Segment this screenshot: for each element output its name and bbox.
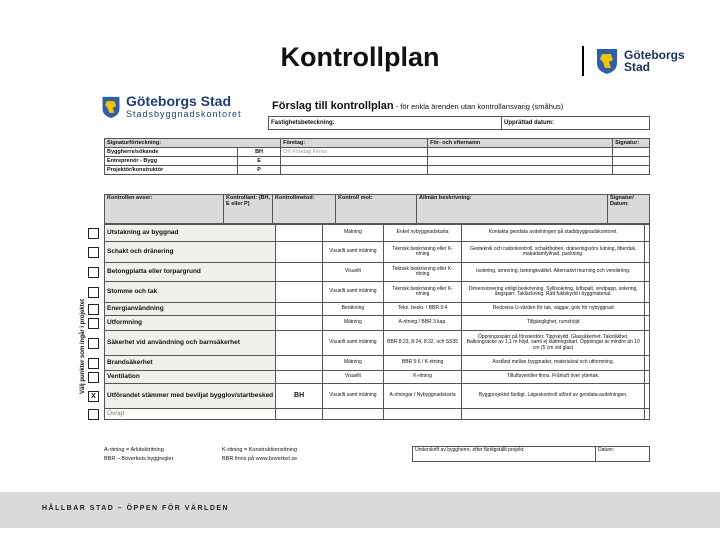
row-mot: Enkel nybyggnadskarta <box>383 225 462 242</box>
sig-code: E <box>238 157 281 166</box>
col-header-mot: Kontroll mot: <box>336 195 417 224</box>
row-beskrivning: Öppningsspärr på fönsterdörr. Tippskydd. Glassäkerhet. Takstäkhet. Balkongräcke av 1,1 m höjd, samt ej klättringsbart. Öppningar är mindre än 10 cm (5 cm vid glas) <box>462 331 645 356</box>
control-row <box>105 282 650 303</box>
owner-signature-table <box>412 446 650 462</box>
row-checkbox[interactable] <box>88 318 99 329</box>
row-beskrivning: Avstånd mellan byggnader, materialval och utformning. <box>462 356 645 371</box>
col-header-metod: Kontrollmetod: <box>273 195 336 224</box>
row-metod: Visuellt <box>323 263 384 282</box>
row-beskrivning: Isolering, armering, betongkvalitet. Alternativt murning och ventilering. <box>462 263 645 282</box>
date-field[interactable] <box>502 117 650 130</box>
row-checkbox[interactable] <box>88 267 99 278</box>
row-beskrivning: Geoteknik och radonkontroll, schaktbotten, dräneringsrörs lutning, fiberduk, makadamfyllnad, packning. <box>462 242 645 263</box>
sig-name[interactable] <box>428 157 613 166</box>
row-signature[interactable] <box>645 384 650 409</box>
brand-logo <box>594 46 685 76</box>
row-beskrivning: Redovisa U-värden för tak, väggar, golv för nybyggnad <box>462 303 645 316</box>
row-mot: BBR 8:23, 8:24, 8:32, och SS35 <box>383 331 462 356</box>
owner-date-field[interactable] <box>596 447 650 462</box>
col-header-beskrivning: Allmän beskrivning: <box>417 195 608 224</box>
owner-signature-field[interactable] <box>413 447 596 462</box>
brand-line-2: Stad <box>624 60 651 74</box>
property-table <box>268 116 650 130</box>
row-kontrollant <box>276 263 323 282</box>
sig-header-list: Signaturförteckning: <box>105 139 281 148</box>
sig-header-name: För- och efternamn <box>428 139 613 148</box>
row-avser: Utformning <box>105 316 276 331</box>
row-signature[interactable] <box>645 303 650 316</box>
row-metod: Visuellt samt mätning <box>323 331 384 356</box>
form-document <box>80 93 652 472</box>
sig-name[interactable] <box>428 166 613 175</box>
row-kontrollant <box>276 303 323 316</box>
control-row <box>105 242 650 263</box>
owner-date-label: Datum: <box>598 447 615 453</box>
sig-code: P <box>238 166 281 175</box>
legend-left <box>104 446 173 464</box>
row-mot: Teknisk beskrivning eller K-ritning <box>383 263 462 282</box>
sig-company[interactable] <box>281 157 428 166</box>
sig-role: Entreprenör - Bygg <box>105 157 238 166</box>
row-signature[interactable] <box>645 263 650 282</box>
legend-item: BBR – Boverkets byggregler <box>104 456 174 462</box>
row-metod: Beräkning <box>323 303 384 316</box>
row-avser: Övrigt <box>105 409 276 420</box>
sig-signature[interactable] <box>613 166 650 175</box>
form-title-main: Förslag till kontrollplan <box>272 100 394 112</box>
control-row <box>105 371 650 384</box>
doc-logo <box>100 94 242 120</box>
property-label: Fastighetsbeteckning: <box>271 120 335 126</box>
row-metod: Visuellt <box>323 371 384 384</box>
sig-name[interactable] <box>428 148 613 157</box>
form-title <box>272 100 563 112</box>
row-metod: Visuellt samt mätning <box>323 242 384 263</box>
row-metod: Visuellt samt mätning <box>323 282 384 303</box>
row-avser: Utförandet stämmer med beviljat bygglov/startbesked <box>105 384 276 409</box>
row-signature[interactable] <box>645 371 650 384</box>
control-row <box>105 409 650 420</box>
row-beskrivning: Dimensionering enligt beskrivning. Syllisolering, luftspalt, vindpapp, solering, ångspärr. Takläckning. Rätt fuktskydd i byggmaterial. <box>462 282 645 303</box>
row-mot: K-ritning <box>383 371 462 384</box>
brand-line-1: Göteborgs <box>624 48 685 62</box>
sig-company[interactable]: Ort Företag Firma <box>281 148 428 157</box>
row-metod: Mätning <box>323 225 384 242</box>
control-row <box>105 225 650 242</box>
control-rows <box>104 224 650 420</box>
row-metod: Mätning <box>323 356 384 371</box>
doc-logo-title: Göteborgs Stad <box>126 93 232 109</box>
row-signature[interactable] <box>645 409 650 420</box>
form-title-sub: - för enkla ärenden utan kontrollansvarig (småhus) <box>393 102 564 111</box>
row-checkbox[interactable] <box>88 358 99 369</box>
sig-signature[interactable] <box>613 148 650 157</box>
row-avser: Betongplatta eller torpargrund <box>105 263 276 282</box>
row-beskrivning: Tilluftsventiler finns. Frånluft över yttertak. <box>462 371 645 384</box>
legend-item: K-ritning = Konstruktionsritning <box>222 447 298 453</box>
row-mot <box>383 409 462 420</box>
sig-role: Byggherre/sökande <box>105 148 238 157</box>
row-beskrivning <box>462 409 645 420</box>
row-signature[interactable] <box>645 316 650 331</box>
sig-code: BH <box>238 148 281 157</box>
row-metod: Visuellt samt mätning <box>323 384 384 409</box>
signature-table <box>104 138 650 175</box>
row-avser: Ventilation <box>105 371 276 384</box>
control-row <box>105 384 650 409</box>
row-checkbox[interactable] <box>88 287 99 298</box>
control-row <box>105 316 650 331</box>
row-mot: Teknisk beskrivning eller K-ritning <box>383 242 462 263</box>
row-metod <box>323 409 384 420</box>
row-checkbox[interactable] <box>88 304 99 315</box>
row-avser: Stomme och tak <box>105 282 276 303</box>
row-kontrollant <box>276 242 323 263</box>
row-kontrollant <box>276 356 323 371</box>
property-field[interactable] <box>269 117 502 130</box>
sig-header-company: Företag: <box>281 139 428 148</box>
row-checkbox[interactable]: X <box>88 391 99 402</box>
control-row <box>105 356 650 371</box>
lion-emblem-icon <box>100 94 122 120</box>
row-mot: Tekn. beskr. / BBR 9:4 <box>383 303 462 316</box>
row-beskrivning: Kontakta geodata avdelningen på stadsbyggnadskontoret. <box>462 225 645 242</box>
slide-title: Kontrollplan <box>280 42 440 72</box>
owner-signature-label: Underskrift av byggherre, efter färdigställt projekt: <box>415 447 525 453</box>
row-kontrollant <box>276 282 323 303</box>
row-kontrollant <box>276 316 323 331</box>
row-avser: Schakt och dränering <box>105 242 276 263</box>
row-mot: A-ritning / BBR 3 kap. <box>383 316 462 331</box>
row-kontrollant: BH <box>276 384 323 409</box>
row-metod: Mätning <box>323 316 384 331</box>
col-header-signatur: Signatur/ Datum: <box>608 195 650 224</box>
row-kontrollant <box>276 225 323 242</box>
legend-right <box>222 446 297 464</box>
row-kontrollant <box>276 331 323 356</box>
row-avser: Brandsäkerhet <box>105 356 276 371</box>
row-avser: Energianvändning <box>105 303 276 316</box>
date-label: Upprättad datum: <box>504 120 554 126</box>
header-divider <box>582 46 584 76</box>
row-beskrivning: Tillgänglighet, rumshöjd <box>462 316 645 331</box>
control-row <box>105 331 650 356</box>
row-kontrollant <box>276 409 323 420</box>
sig-company[interactable] <box>281 166 428 175</box>
footer-slogan: HÅLLBAR STAD – ÖPPEN FÖR VÄRLDEN <box>42 505 230 512</box>
row-checkbox[interactable] <box>88 372 99 383</box>
row-checkbox[interactable] <box>88 409 99 420</box>
row-checkbox[interactable] <box>88 247 99 258</box>
control-row <box>105 263 650 282</box>
row-avser: Utstakning av byggnad <box>105 225 276 242</box>
row-avser: Säkerhet vid användning och barnsäkerhet <box>105 331 276 356</box>
row-signature[interactable] <box>645 225 650 242</box>
row-checkbox[interactable] <box>88 228 99 239</box>
sig-header-signature: Signatur: <box>613 139 650 148</box>
select-points-label: Välj punkter som ingår i projektet <box>80 298 86 394</box>
lion-emblem-icon <box>594 46 620 76</box>
row-mot: Teknisk beskrivning eller K-ritning <box>383 282 462 303</box>
legend-item: BBR finns på www.boverket.se <box>222 456 298 462</box>
sig-signature[interactable] <box>613 157 650 166</box>
row-beskrivning: Byggprojektet färdigt. Lägeskontroll utförd av geodata-avdelningen. <box>462 384 645 409</box>
row-signature[interactable] <box>645 282 650 303</box>
col-header-kontrollant: Kontrollant: (BH, E eller P) <box>224 195 273 224</box>
control-row <box>105 303 650 316</box>
control-table <box>104 194 650 224</box>
sig-role: Projektör/konstruktör <box>105 166 238 175</box>
row-kontrollant <box>276 371 323 384</box>
row-signature[interactable] <box>645 242 650 263</box>
row-signature[interactable] <box>645 356 650 371</box>
legend-item: A-ritning = Arkitektritning <box>104 447 164 453</box>
row-mot: A-ritningar / Nybyggnadskarta <box>383 384 462 409</box>
doc-logo-subtitle: Stadsbyggnadskontoret <box>126 109 242 119</box>
row-checkbox[interactable] <box>88 338 99 349</box>
row-signature[interactable] <box>645 331 650 356</box>
col-header-avser: Kontrollen avser: <box>105 195 224 224</box>
row-mot: BBR 5:6 / K-ritning <box>383 356 462 371</box>
